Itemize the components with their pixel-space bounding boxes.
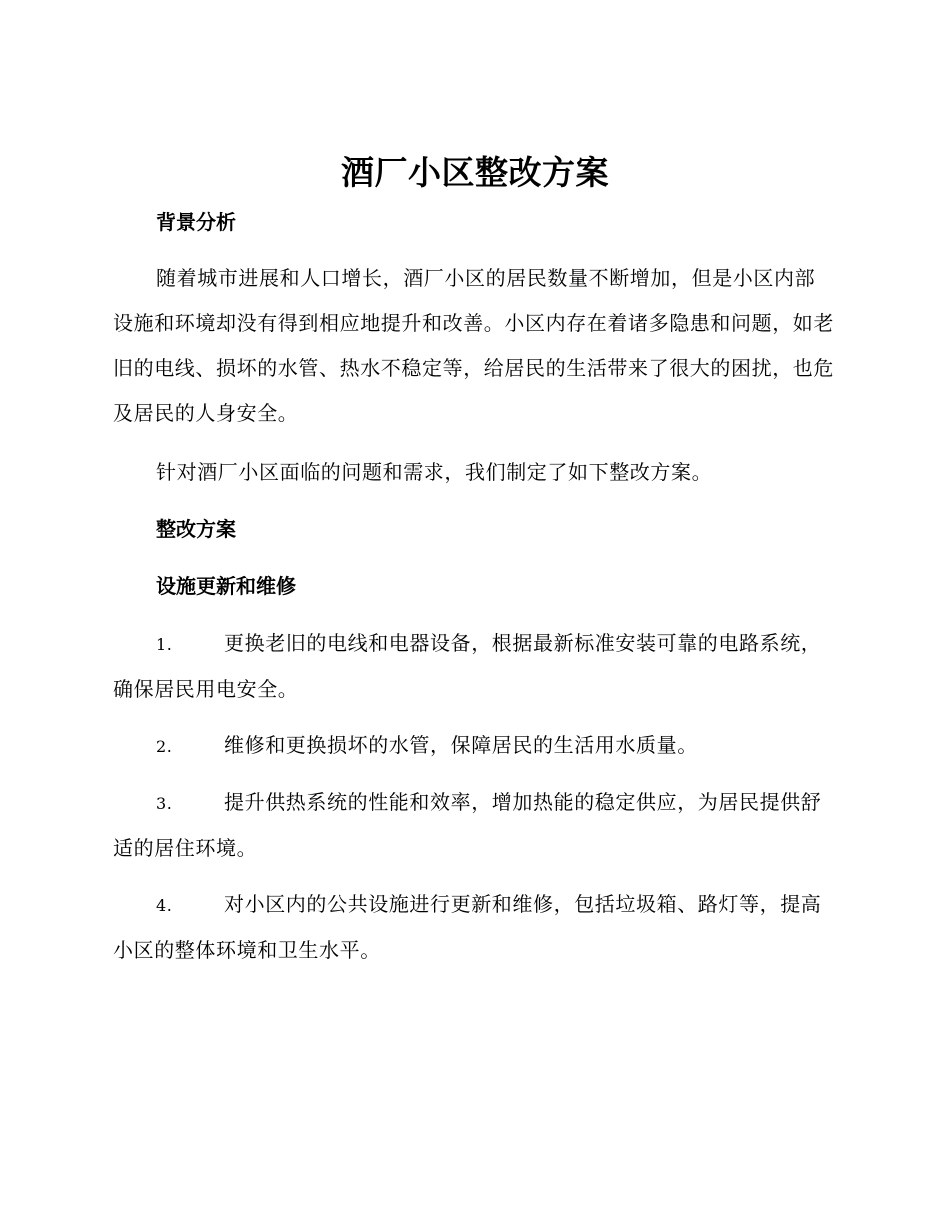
list-item [113, 780, 835, 871]
list-item [113, 882, 835, 973]
list-item-text: 更换老旧的电线和电器设备，根据最新标准安装可靠的电路系统，确保居民用电安全。 [113, 631, 822, 701]
section-heading-background: 背景分析 [156, 210, 236, 234]
subsection-heading-facilities: 设施更新和维修 [156, 574, 296, 598]
document-title: 酒厂小区整改方案 [341, 153, 609, 192]
list-item-number: 3. [156, 794, 173, 813]
list-item [113, 621, 835, 712]
section-heading-plan: 整改方案 [156, 517, 236, 541]
list-item-text: 对小区内的公共设施进行更新和维修，包括垃圾箱、路灯等，提高小区的整体环境和卫生水平。 [113, 892, 822, 962]
list-item-text: 维修和更换损坏的水管，保障居民的生活用水质量。 [224, 733, 698, 757]
list-item-number: 2. [156, 737, 173, 756]
background-conclusion-paragraph: 针对酒厂小区面临的问题和需求，我们制定了如下整改方案。 [156, 460, 713, 484]
list-item-number: 1. [156, 635, 173, 654]
list-item-number: 4. [156, 896, 173, 915]
list-item [113, 723, 835, 769]
list-item-text: 提升供热系统的性能和效率，增加热能的稳定供应，为居民提供舒适的居住环境。 [113, 790, 822, 860]
background-paragraph: 随着城市进展和人口增长，酒厂小区的居民数量不断增加，但是小区内部设施和环境却没有得到相应地提升和改善。小区内存在着诸多隐患和问题，如老旧的电线、损坏的水管、热水不稳定等，给居民的生活带来了很大的困扰，也危及居民的人身安全。 [113, 266, 834, 425]
